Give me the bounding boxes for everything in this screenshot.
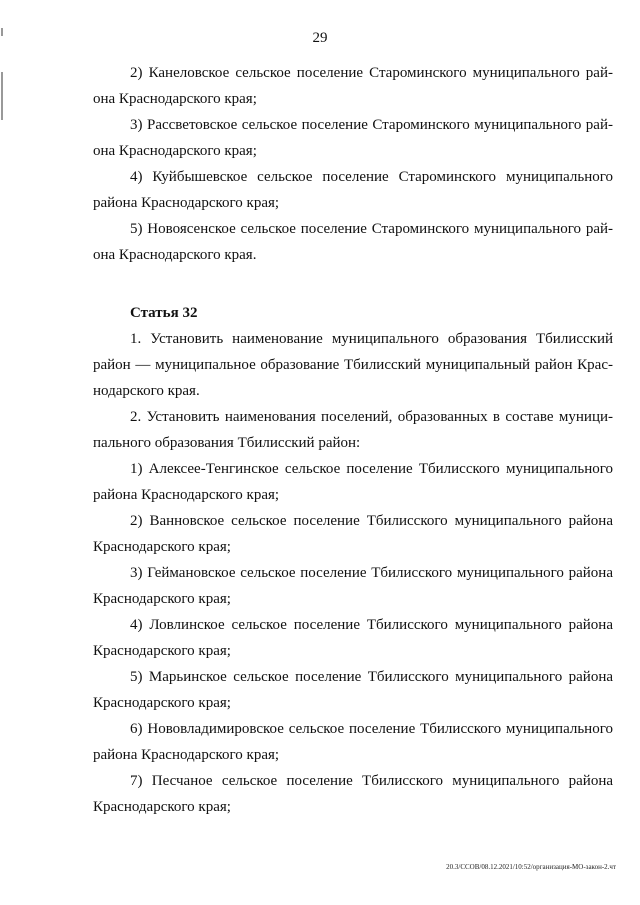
list-item-line: она Краснодарского края; — [93, 91, 257, 107]
list-item — [93, 164, 613, 216]
list-item-line: 4) Куйбышевское сельское поселение Староминского муниципального — [130, 169, 613, 185]
paragraph-line: пального образования Тбилисский район: — [93, 435, 361, 451]
list-item-line: 5) Марьинское сельское поселение Тбилисского муниципального района — [130, 669, 613, 685]
list-item-line: Краснодарского края; — [93, 539, 231, 555]
paragraph — [93, 404, 613, 456]
list-item — [93, 560, 613, 612]
paragraph — [93, 326, 613, 404]
article-heading: Статья 32 — [130, 305, 198, 321]
list-item-line: района Краснодарского края; — [93, 195, 280, 211]
list-item-line: 6) Нововладимировское сельское поселение Тбилисского муниципального — [130, 721, 613, 737]
list-item — [93, 112, 613, 164]
list-item-line: Краснодарского края; — [93, 799, 231, 815]
list-item-line: она Краснодарского края. — [93, 247, 257, 263]
list-item — [93, 216, 613, 268]
list-item — [93, 456, 613, 508]
list-item-line: 2) Канеловское сельское поселение Староминского муниципального рай- — [130, 65, 613, 81]
list-item-line: она Краснодарского края; — [93, 143, 257, 159]
list-item-line: 1) Алексее-Тенгинское сельское поселение Тбилисского муниципального — [130, 461, 613, 477]
list-item-line: Краснодарского края; — [93, 591, 231, 607]
paragraph-line: район — муниципальное образование Тбилисский муниципальный район Крас- — [93, 357, 613, 373]
list-item-line: района Краснодарского края; — [93, 747, 280, 763]
list-item-line: Краснодарского края; — [93, 643, 231, 659]
list-item-line: района Краснодарского края; — [93, 487, 280, 503]
paragraph-line: 1. Установить наименование муниципального образования Тбилисский — [130, 331, 613, 347]
list-item-line: 4) Ловлинское сельское поселение Тбилисского муниципального района — [130, 617, 613, 633]
list-item — [93, 60, 613, 112]
list-item-line: 5) Новоясенское сельское поселение Староминского муниципального рай- — [130, 221, 613, 237]
list-item-line: Краснодарского края; — [93, 695, 231, 711]
list-item — [93, 768, 613, 820]
list-item-line: 2) Ванновское сельское поселение Тбилисского муниципального района — [130, 513, 613, 529]
paragraph-line: нодарского края. — [93, 383, 200, 399]
list-item — [93, 716, 613, 768]
list-item — [93, 664, 613, 716]
list-item — [93, 508, 613, 560]
document-body — [93, 60, 613, 820]
document-footer-code: 20.3/ССОВ/08.12.2021/10:52/организация-МО-закон-2.чт — [446, 863, 616, 871]
scan-margin-marks — [0, 0, 6, 905]
page-number: 29 — [312, 30, 328, 46]
list-item-line: 3) Геймановское сельское поселение Тбилисского муниципального района — [130, 565, 613, 581]
paragraph-line: 2. Установить наименования поселений, образованных в составе муници- — [130, 409, 613, 425]
list-item-line: 7) Песчаное сельское поселение Тбилисского муниципального района — [130, 773, 613, 789]
list-item-line: 3) Рассветовское сельское поселение Староминского муниципального рай- — [130, 117, 613, 133]
list-item — [93, 612, 613, 664]
